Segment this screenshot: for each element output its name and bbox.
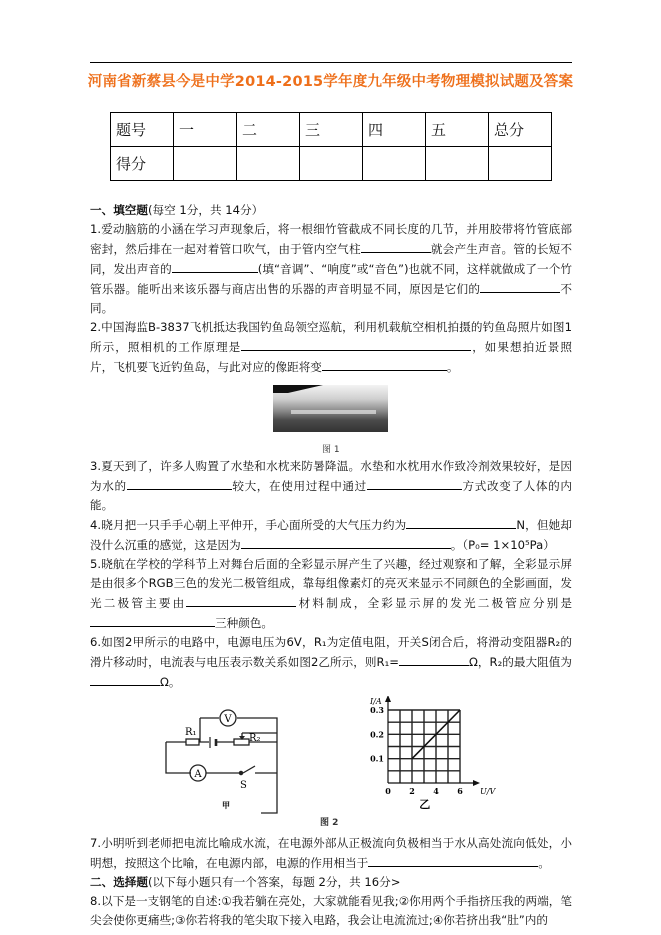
figure-2 [90, 692, 572, 834]
cell-label: 得分 [111, 147, 174, 181]
question-7: 7.小明听到老师把电流比喻成水流，在电源外部从正极流向负极相当于水从高处流向低处，小明想，按照这个比喻，在电源内部，电源的作用相当于 。 [90, 836, 572, 870]
question-4: 4.晓月把一只手手心朝上平伸开，手心面所受的大气压力约为 N，但她却没什么沉重的感觉，这是因为 。（P₀= 1×10⁵Pa） [90, 515, 572, 555]
score-cell [426, 147, 489, 181]
question-1: 1.爱动脑筋的小涵在学习声现象后，将一根细竹管截成不同长度的几节，并用胶带将竹管底部密封，然后排在一起对着管口吹气，由于管内空气柱 就会产生声音。管的长短不同，发出声音的 (填“音调”、“响度”或“音色”)也就不同，这样就做成了一个竹管乐器。能听出来该乐器与商店出售的乐器的声音明显不同，原因是它们的 不同。 [90, 222, 572, 315]
section-1-heading: 一、填空题(每空 1分，共 14分） [90, 203, 264, 217]
answer-blank [172, 259, 258, 273]
figure-1 [90, 377, 572, 457]
ammeter-label: A [194, 769, 202, 780]
question-6: 6.如图2甲所示的电路中，电源电压为6V，R₁为定值电阻，开关S闭合后，将滑动变阻器R₂的滑片移动时，电流表与电压表示数关系如图2乙所示，则R₁= Ω，R₂的最大阻值为Ω。 [90, 635, 572, 689]
cell: 一 [174, 113, 237, 147]
switch-blade [243, 766, 255, 773]
answer-blank [186, 593, 296, 607]
score-table-row-question [111, 113, 552, 147]
cell-label: 题号 [111, 113, 174, 147]
score-cell [363, 147, 426, 181]
score-cell [489, 147, 552, 181]
answer-blank [127, 476, 232, 490]
y-axis-arrow-icon [385, 696, 391, 702]
switch-pivot [239, 771, 242, 774]
answer-blank [241, 337, 471, 351]
cell: 二 [237, 113, 300, 147]
resistor-r1 [186, 739, 199, 745]
figure-1-caption: 图 1 [322, 445, 340, 455]
aircraft-wing [273, 385, 323, 393]
answer-blank [367, 476, 462, 490]
x-axis-arrow-icon [473, 780, 480, 786]
x-tick-label: 6 [457, 786, 463, 796]
answer-blank [480, 279, 560, 293]
answer-blank [399, 652, 469, 666]
wire [200, 718, 277, 813]
x-tick-label: 4 [433, 786, 439, 796]
page-title: 河南省新蔡县今是中学2014-2015学年度九年级中考物理模拟试题及答案 [87, 74, 574, 90]
y-axis-label: I/A [370, 697, 382, 706]
island-coastline [291, 410, 376, 414]
wire [166, 742, 241, 773]
r1-label: R₁ [185, 727, 197, 738]
voltmeter-label: V [224, 714, 232, 725]
x-tick-label: 2 [409, 786, 415, 796]
chart-title: 乙 [419, 798, 431, 811]
header-rule [90, 62, 572, 63]
switch-label: S [240, 780, 247, 791]
score-cell [174, 147, 237, 181]
rheostat-r2 [234, 739, 249, 745]
r2-label: R₂ [249, 733, 261, 744]
answer-blank [90, 672, 160, 686]
cell: 五 [426, 113, 489, 147]
question-8: 8.以下是一支钢笔的自述:①我若躺在亮处，大家就能看见我;②你用两个手指挤压我的两端，笔尖会使你更痛些;③你若将我的笔尖取下接入电路，我会让电流流过;④你若挤出我“肚”内的 [90, 894, 572, 927]
answer-blank [361, 239, 431, 253]
y-tick-label: 0.1 [370, 753, 384, 764]
iu-graph [360, 696, 520, 821]
y-tick-label: 0.3 [370, 705, 384, 715]
answer-blank [322, 357, 447, 371]
circuit-caption: 甲 [222, 800, 230, 810]
aerial-photo [273, 385, 388, 432]
figure-2-caption: 图 2 [320, 818, 339, 828]
answer-blank [406, 515, 516, 529]
section-2-heading: 二、选择题(以下每小题只有一个答案，每题 2分，共 16分> [90, 875, 401, 889]
score-cell [300, 147, 363, 181]
answer-blank [241, 535, 451, 549]
question-3: 3.夏天到了，许多人购置了水垫和水枕来防暑降温。水垫和水枕用水作致冷剂效果较好，是因为水的 较大，在使用过程中通过 方式改变了人体的内能。 [90, 459, 572, 512]
cell: 总分 [489, 113, 552, 147]
y-tick-label: 0.2 [370, 729, 384, 740]
question-2: 2.中国海监B-3837飞机抵达我国钓鱼岛领空巡航，利用机载航空相机拍摄的钓鱼岛照片如图1所示，照相机的工作原理是 ，如果想拍近景照片，飞机要飞近钓鱼岛，与此对应的像距将变 。 [90, 320, 572, 374]
score-cell [237, 147, 300, 181]
question-5: 5.晓航在学校的学科节上对舞台后面的全彩显示屏产生了兴趣，经过观察和了解，全彩显示屏是由很多个RGB三色的发光二极管组成，靠每组像素灯的亮灭来显示不同颜色的全影画面，发光二极管主要由 材料制成，全彩显示屏的发光二极管应分别是三种颜色。 [90, 557, 572, 630]
cell: 三 [300, 113, 363, 147]
circuit-diagram [150, 696, 300, 821]
x-axis-label: U/V [480, 787, 496, 796]
cell: 四 [363, 113, 426, 147]
score-table [110, 112, 552, 181]
x-tick-label: 0 [385, 786, 391, 796]
answer-blank [368, 853, 538, 867]
exam-body [90, 201, 572, 930]
answer-blank [90, 613, 215, 627]
score-table-row-score [111, 147, 552, 181]
